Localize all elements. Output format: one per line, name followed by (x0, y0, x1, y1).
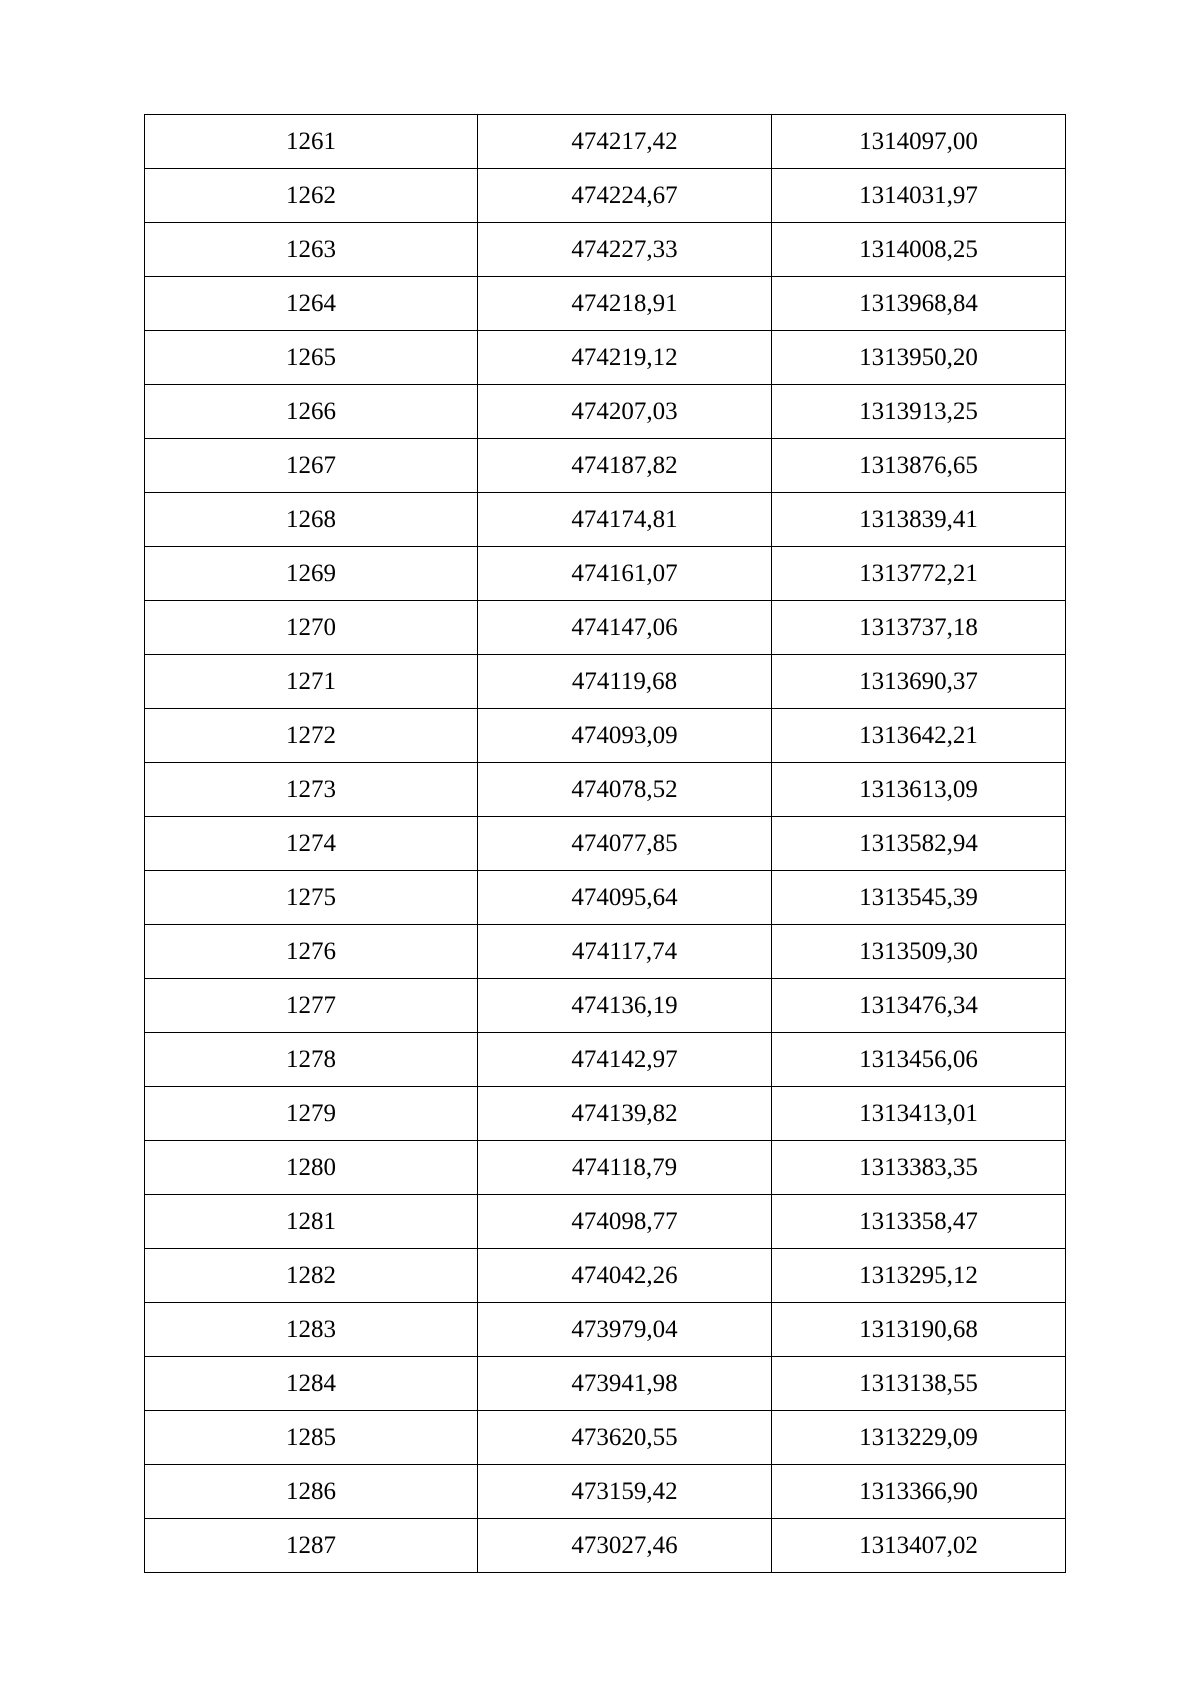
table-row (145, 169, 1066, 223)
x-coordinate-cell: 473027,46 (478, 1519, 772, 1573)
x-coordinate-cell: 474098,77 (478, 1195, 772, 1249)
point-number-cell: 1265 (145, 331, 478, 385)
point-number-cell: 1286 (145, 1465, 478, 1519)
table-row (145, 223, 1066, 277)
table-row (145, 925, 1066, 979)
point-number-cell: 1281 (145, 1195, 478, 1249)
table-row (145, 1357, 1066, 1411)
y-coordinate-cell: 1314097,00 (772, 115, 1066, 169)
table-row (145, 655, 1066, 709)
point-number-cell: 1282 (145, 1249, 478, 1303)
y-coordinate-cell: 1314031,97 (772, 169, 1066, 223)
y-coordinate-cell: 1313413,01 (772, 1087, 1066, 1141)
y-coordinate-cell: 1313366,90 (772, 1465, 1066, 1519)
point-number-cell: 1262 (145, 169, 478, 223)
table-row (145, 1195, 1066, 1249)
y-coordinate-cell: 1313190,68 (772, 1303, 1066, 1357)
table-row (145, 115, 1066, 169)
x-coordinate-cell: 474207,03 (478, 385, 772, 439)
x-coordinate-cell: 474136,19 (478, 979, 772, 1033)
y-coordinate-cell: 1313229,09 (772, 1411, 1066, 1465)
y-coordinate-cell: 1313407,02 (772, 1519, 1066, 1573)
table-row (145, 1141, 1066, 1195)
x-coordinate-cell: 474118,79 (478, 1141, 772, 1195)
table-row (145, 439, 1066, 493)
x-coordinate-cell: 473620,55 (478, 1411, 772, 1465)
y-coordinate-cell: 1313737,18 (772, 601, 1066, 655)
y-coordinate-cell: 1313968,84 (772, 277, 1066, 331)
x-coordinate-cell: 474078,52 (478, 763, 772, 817)
point-number-cell: 1273 (145, 763, 478, 817)
x-coordinate-cell: 474142,97 (478, 1033, 772, 1087)
point-number-cell: 1285 (145, 1411, 478, 1465)
table-row (145, 1033, 1066, 1087)
x-coordinate-cell: 474117,74 (478, 925, 772, 979)
y-coordinate-cell: 1313456,06 (772, 1033, 1066, 1087)
point-number-cell: 1267 (145, 439, 478, 493)
point-number-cell: 1280 (145, 1141, 478, 1195)
x-coordinate-cell: 474224,67 (478, 169, 772, 223)
x-coordinate-cell: 474042,26 (478, 1249, 772, 1303)
x-coordinate-cell: 474161,07 (478, 547, 772, 601)
table-row (145, 1519, 1066, 1573)
y-coordinate-cell: 1313642,21 (772, 709, 1066, 763)
table-row (145, 331, 1066, 385)
x-coordinate-cell: 474227,33 (478, 223, 772, 277)
table-row (145, 1249, 1066, 1303)
y-coordinate-cell: 1314008,25 (772, 223, 1066, 277)
y-coordinate-cell: 1313772,21 (772, 547, 1066, 601)
point-number-cell: 1274 (145, 817, 478, 871)
y-coordinate-cell: 1313582,94 (772, 817, 1066, 871)
y-coordinate-cell: 1313383,35 (772, 1141, 1066, 1195)
y-coordinate-cell: 1313876,65 (772, 439, 1066, 493)
point-number-cell: 1264 (145, 277, 478, 331)
table-row (145, 1465, 1066, 1519)
x-coordinate-cell: 474093,09 (478, 709, 772, 763)
point-number-cell: 1263 (145, 223, 478, 277)
x-coordinate-cell: 474095,64 (478, 871, 772, 925)
table-row (145, 709, 1066, 763)
point-number-cell: 1278 (145, 1033, 478, 1087)
y-coordinate-cell: 1313545,39 (772, 871, 1066, 925)
point-number-cell: 1272 (145, 709, 478, 763)
x-coordinate-cell: 474187,82 (478, 439, 772, 493)
y-coordinate-cell: 1313690,37 (772, 655, 1066, 709)
table-row (145, 601, 1066, 655)
x-coordinate-cell: 473159,42 (478, 1465, 772, 1519)
point-number-cell: 1276 (145, 925, 478, 979)
y-coordinate-cell: 1313138,55 (772, 1357, 1066, 1411)
x-coordinate-cell: 473979,04 (478, 1303, 772, 1357)
point-number-cell: 1275 (145, 871, 478, 925)
y-coordinate-cell: 1313613,09 (772, 763, 1066, 817)
point-number-cell: 1279 (145, 1087, 478, 1141)
y-coordinate-cell: 1313476,34 (772, 979, 1066, 1033)
x-coordinate-cell: 474219,12 (478, 331, 772, 385)
x-coordinate-cell: 474077,85 (478, 817, 772, 871)
table-row (145, 493, 1066, 547)
table-row (145, 1087, 1066, 1141)
point-number-cell: 1287 (145, 1519, 478, 1573)
x-coordinate-cell: 473941,98 (478, 1357, 772, 1411)
point-number-cell: 1266 (145, 385, 478, 439)
point-number-cell: 1284 (145, 1357, 478, 1411)
table-row (145, 763, 1066, 817)
y-coordinate-cell: 1313358,47 (772, 1195, 1066, 1249)
table-row (145, 1411, 1066, 1465)
y-coordinate-cell: 1313509,30 (772, 925, 1066, 979)
table-row (145, 979, 1066, 1033)
point-number-cell: 1270 (145, 601, 478, 655)
x-coordinate-cell: 474139,82 (478, 1087, 772, 1141)
point-number-cell: 1261 (145, 115, 478, 169)
y-coordinate-cell: 1313913,25 (772, 385, 1066, 439)
y-coordinate-cell: 1313950,20 (772, 331, 1066, 385)
table-row (145, 817, 1066, 871)
point-number-cell: 1271 (145, 655, 478, 709)
point-number-cell: 1277 (145, 979, 478, 1033)
x-coordinate-cell: 474174,81 (478, 493, 772, 547)
y-coordinate-cell: 1313295,12 (772, 1249, 1066, 1303)
x-coordinate-cell: 474218,91 (478, 277, 772, 331)
point-number-cell: 1269 (145, 547, 478, 601)
table-row (145, 385, 1066, 439)
x-coordinate-cell: 474119,68 (478, 655, 772, 709)
x-coordinate-cell: 474217,42 (478, 115, 772, 169)
table-row (145, 871, 1066, 925)
table-row (145, 277, 1066, 331)
point-number-cell: 1268 (145, 493, 478, 547)
y-coordinate-cell: 1313839,41 (772, 493, 1066, 547)
coordinates-table (144, 114, 1066, 1573)
table-row (145, 1303, 1066, 1357)
point-number-cell: 1283 (145, 1303, 478, 1357)
coordinates-table-body (145, 115, 1066, 1573)
table-row (145, 547, 1066, 601)
x-coordinate-cell: 474147,06 (478, 601, 772, 655)
